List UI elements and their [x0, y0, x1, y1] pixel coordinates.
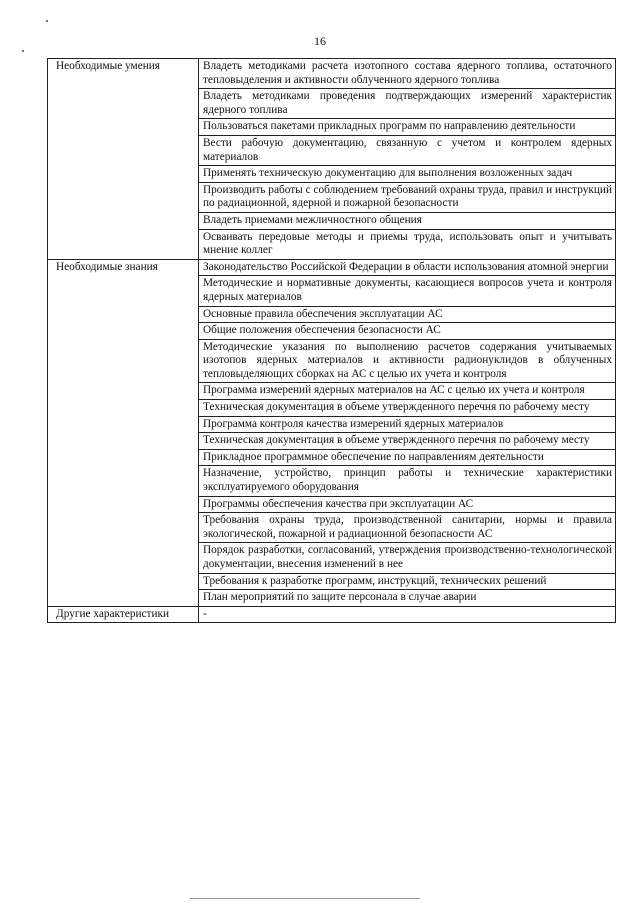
qualification-table: [47, 58, 616, 623]
section-item: Назначение, устройство, принцип работы и технические характеристики эксплуатируемого оборудования: [199, 466, 616, 496]
section-item: Требования к разработке программ, инструкций, технических решений: [199, 573, 616, 590]
page-number: 16: [314, 34, 326, 48]
section-item: Требования охраны труда, производственной санитарии, нормы и правила экологической, пожарной и радиационной безопасности АС: [199, 513, 616, 543]
table-row: [48, 259, 616, 276]
section-item: Программы обеспечения качества при эксплуатации АС: [199, 496, 616, 513]
section-item: План мероприятий по защите персонала в случае аварии: [199, 590, 616, 607]
section-item: Техническая документация в объеме утвержденного перечня по рабочему месту: [199, 433, 616, 450]
section-item: Осваивать передовые методы и приемы труда, использовать опыт и учитывать мнение коллег: [199, 229, 616, 259]
section-item: Владеть методиками расчета изотопного состава ядерного топлива, остаточного тепловыделения и активности облученного ядерного топлива: [199, 59, 616, 89]
section-item: Программа контроля качества измерений ядерных материалов: [199, 416, 616, 433]
section-label: Необходимые умения: [48, 59, 199, 260]
section-item: Порядок разработки, согласований, утверждения производственно-технологической документации, внесения изменений в нее: [199, 543, 616, 573]
scan-speck: [46, 20, 48, 22]
section-item: Применять техническую документацию для выполнения возложенных задач: [199, 166, 616, 183]
table-row: [48, 606, 616, 623]
section-item: Методические и нормативные документы, касающиеся вопросов учета и контроля ядерных материалов: [199, 276, 616, 306]
section-item: Вести рабочую документацию, связанную с учетом и контролем ядерных материалов: [199, 135, 616, 165]
section-item: Общие положения обеспечения безопасности АС: [199, 323, 616, 340]
section-label: Другие характеристики: [48, 606, 199, 623]
section-item: -: [199, 606, 616, 623]
section-item: Методические указания по выполнению расчетов содержания учитываемых изотопов ядерных материалов и активности радионуклидов в облученных тепловыделяющих сборках на АС с целью их учета и контроля: [199, 339, 616, 383]
scan-speck: [22, 50, 24, 52]
section-item: Владеть методиками проведения подтверждающих измерений характеристик ядерного топлива: [199, 89, 616, 119]
section-item: Пользоваться пакетами прикладных программ по направлению деятельности: [199, 119, 616, 136]
section-item: Основные правила обеспечения эксплуатации АС: [199, 306, 616, 323]
section-label: Необходимые знания: [48, 259, 199, 606]
table-row: [48, 59, 616, 89]
section-item: Производить работы с соблюдением требований охраны труда, правил и инструкций по радиационной, ядерной и пожарной безопасности: [199, 182, 616, 212]
scan-bottom-edge: [190, 898, 420, 899]
section-item: Прикладное программное обеспечение по направлениям деятельности: [199, 449, 616, 466]
section-item: Техническая документация в объеме утвержденного перечня по рабочему месту: [199, 400, 616, 417]
section-item: Программа измерений ядерных материалов на АС с целью их учета и контроля: [199, 383, 616, 400]
section-item: Законодательство Российской Федерации в области использования атомной энергии: [199, 259, 616, 276]
section-item: Владеть приемами межличностного общения: [199, 212, 616, 229]
